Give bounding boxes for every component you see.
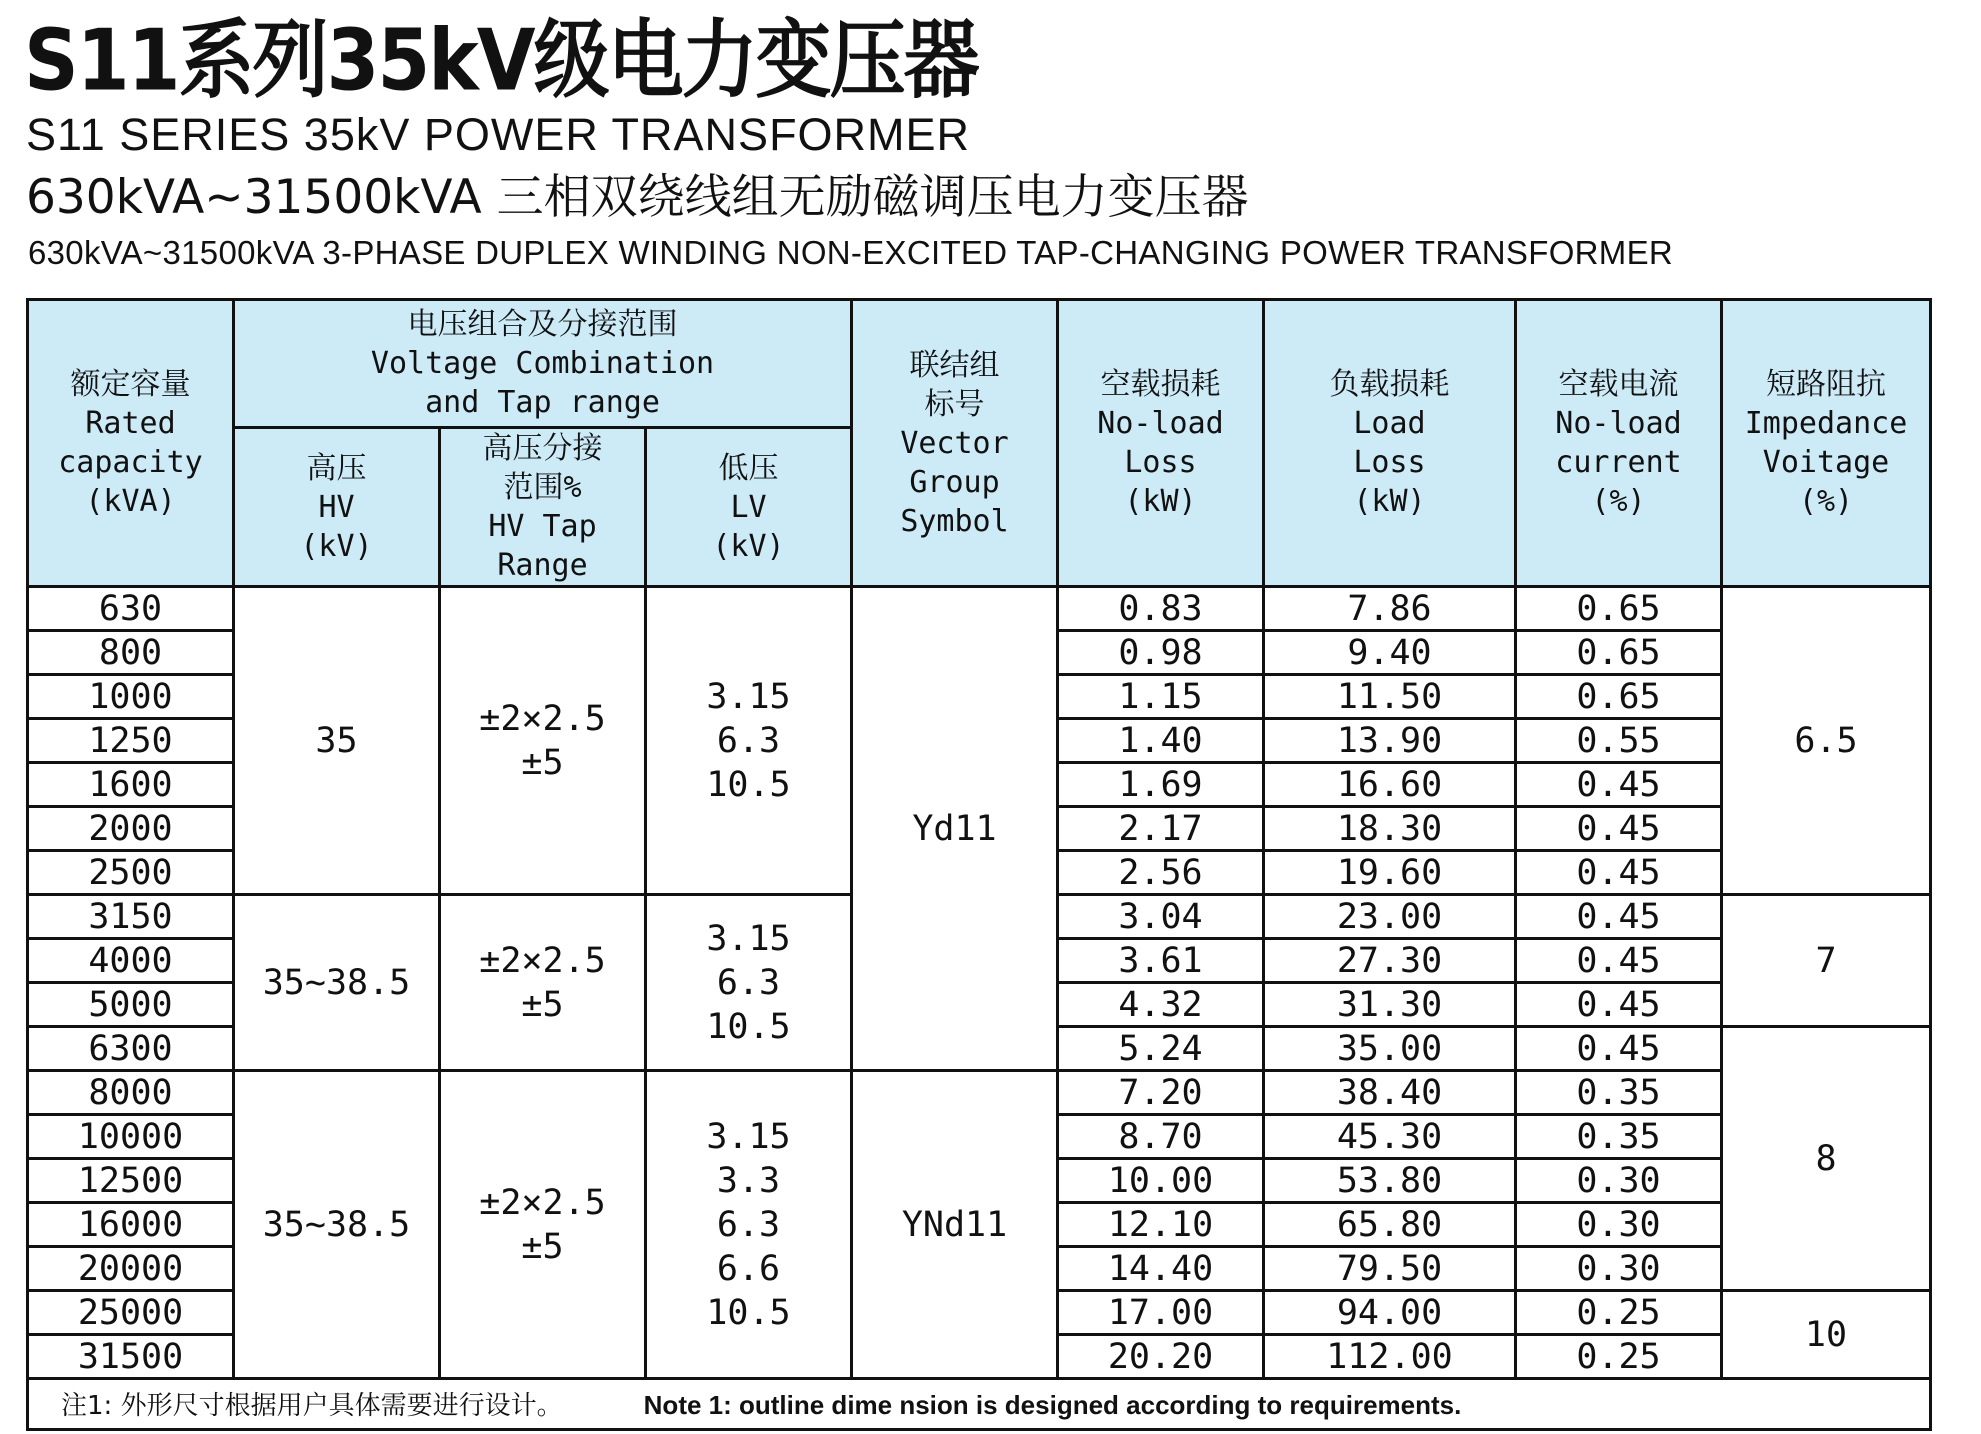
cell-noload-loss: 0.98 [1058,631,1264,675]
cell-load-loss: 7.86 [1264,587,1516,631]
cell-current: 0.45 [1516,1027,1722,1071]
cell-current: 0.30 [1516,1159,1722,1203]
cell-capacity: 2500 [28,851,234,895]
header-impedance: 短路阻抗 Impedance Voitage (%) [1722,300,1931,587]
cell-current: 0.65 [1516,631,1722,675]
note-english: Note 1: outline dime nsion is designed according to requirements. [643,1389,1462,1420]
cell-load-loss: 19.60 [1264,851,1516,895]
cell-noload-loss: 12.10 [1058,1203,1264,1247]
cell-current: 0.65 [1516,587,1722,631]
cell-impedance: 8 [1722,1027,1931,1291]
cell-hv: 35~38.5 [234,1071,440,1379]
cell-lv: 3.15 6.3 10.5 [646,895,852,1071]
cell-noload-loss: 8.70 [1058,1115,1264,1159]
cell-noload-loss: 20.20 [1058,1335,1264,1379]
cell-load-loss: 18.30 [1264,807,1516,851]
cell-load-loss: 94.00 [1264,1291,1516,1335]
cell-capacity: 2000 [28,807,234,851]
cell-current: 0.30 [1516,1203,1722,1247]
cell-load-loss: 23.00 [1264,895,1516,939]
cell-capacity: 1250 [28,719,234,763]
cell-noload-loss: 1.69 [1058,763,1264,807]
cell-capacity: 16000 [28,1203,234,1247]
cell-impedance: 7 [1722,895,1931,1027]
page-title-english: S11 SERIES 35kV POWER TRANSFORMER [26,109,971,160]
cell-lv: 3.15 6.3 10.5 [646,587,852,895]
cell-noload-loss: 2.56 [1058,851,1264,895]
cell-impedance: 6.5 [1722,587,1931,895]
header-load-loss: 负载损耗 Load Loss (kW) [1264,300,1516,587]
cell-current: 0.25 [1516,1335,1722,1379]
cell-current: 0.55 [1516,719,1722,763]
cell-load-loss: 9.40 [1264,631,1516,675]
cell-impedance: 10 [1722,1291,1931,1379]
cell-hv: 35 [234,587,440,895]
cell-load-loss: 11.50 [1264,675,1516,719]
cell-current: 0.35 [1516,1071,1722,1115]
cell-vector-group: YNd11 [852,1071,1058,1379]
cell-tap: ±2×2.5 ±5 [440,1071,646,1379]
table-row [28,1071,1931,1115]
cell-noload-loss: 14.40 [1058,1247,1264,1291]
cell-capacity: 3150 [28,895,234,939]
page-subtitle-english: 630kVA~31500kVA 3-PHASE DUPLEX WINDING NON-EXCITED TAP-CHANGING POWER TRANSFORMER [28,234,1674,271]
spec-table [26,298,1932,1431]
cell-capacity: 20000 [28,1247,234,1291]
cell-current: 0.45 [1516,851,1722,895]
cell-capacity: 1000 [28,675,234,719]
cell-load-loss: 35.00 [1264,1027,1516,1071]
cell-capacity: 31500 [28,1335,234,1379]
note-cell [28,1379,1931,1430]
cell-current: 0.65 [1516,675,1722,719]
cell-current: 0.45 [1516,807,1722,851]
cell-noload-loss: 10.00 [1058,1159,1264,1203]
header-lv: 低压 LV (kV) [646,428,852,587]
cell-noload-loss: 0.83 [1058,587,1264,631]
cell-load-loss: 38.40 [1264,1071,1516,1115]
cell-capacity: 4000 [28,939,234,983]
cell-capacity: 5000 [28,983,234,1027]
cell-current: 0.35 [1516,1115,1722,1159]
table-row [28,587,1931,631]
header-hv-tap: 高压分接 范围% HV Tap Range [440,428,646,587]
cell-load-loss: 13.90 [1264,719,1516,763]
cell-noload-loss: 17.00 [1058,1291,1264,1335]
cell-tap: ±2×2.5 ±5 [440,895,646,1071]
cell-vector-group: Yd11 [852,587,1058,1071]
cell-load-loss: 65.80 [1264,1203,1516,1247]
cell-lv: 3.15 3.3 6.3 6.6 10.5 [646,1071,852,1379]
cell-current: 0.30 [1516,1247,1722,1291]
note-chinese: 注1: 外形尺寸根据用户具体需要进行设计。 [61,1390,563,1421]
cell-noload-loss: 1.40 [1058,719,1264,763]
header-vector-group: 联结组 标号 Vector Group Symbol [852,300,1058,587]
header-noload-current: 空载电流 No-load current (%) [1516,300,1722,587]
cell-load-loss: 53.80 [1264,1159,1516,1203]
cell-noload-loss: 7.20 [1058,1071,1264,1115]
cell-current: 0.45 [1516,939,1722,983]
cell-capacity: 10000 [28,1115,234,1159]
cell-current: 0.25 [1516,1291,1722,1335]
page-subtitle: 630kVA~31500kVA 三相双绕线组无励磁调压电力变压器 [26,170,1249,225]
cell-capacity: 6300 [28,1027,234,1071]
cell-hv: 35~38.5 [234,895,440,1071]
note-row [28,1379,1931,1430]
cell-capacity: 1600 [28,763,234,807]
cell-current: 0.45 [1516,983,1722,1027]
cell-capacity: 25000 [28,1291,234,1335]
cell-current: 0.45 [1516,763,1722,807]
cell-noload-loss: 2.17 [1058,807,1264,851]
cell-load-loss: 31.30 [1264,983,1516,1027]
cell-tap: ±2×2.5 ±5 [440,587,646,895]
cell-load-loss: 79.50 [1264,1247,1516,1291]
cell-noload-loss: 3.04 [1058,895,1264,939]
header-voltage-combination: 电压组合及分接范围 Voltage Combination and Tap range [234,300,852,428]
cell-load-loss: 16.60 [1264,763,1516,807]
cell-noload-loss: 4.32 [1058,983,1264,1027]
cell-capacity: 630 [28,587,234,631]
cell-load-loss: 112.00 [1264,1335,1516,1379]
cell-capacity: 800 [28,631,234,675]
cell-capacity: 8000 [28,1071,234,1115]
header-rated-capacity: 额定容量 Rated capacity (kVA) [28,300,234,587]
cell-noload-loss: 3.61 [1058,939,1264,983]
cell-current: 0.45 [1516,895,1722,939]
cell-load-loss: 27.30 [1264,939,1516,983]
cell-capacity: 12500 [28,1159,234,1203]
header-noload-loss: 空载损耗 No-load Loss (kW) [1058,300,1264,587]
cell-noload-loss: 5.24 [1058,1027,1264,1071]
page-title: S11系列35kV级电力变压器 [24,10,978,110]
cell-load-loss: 45.30 [1264,1115,1516,1159]
cell-noload-loss: 1.15 [1058,675,1264,719]
header-hv: 高压 HV (kV) [234,428,440,587]
